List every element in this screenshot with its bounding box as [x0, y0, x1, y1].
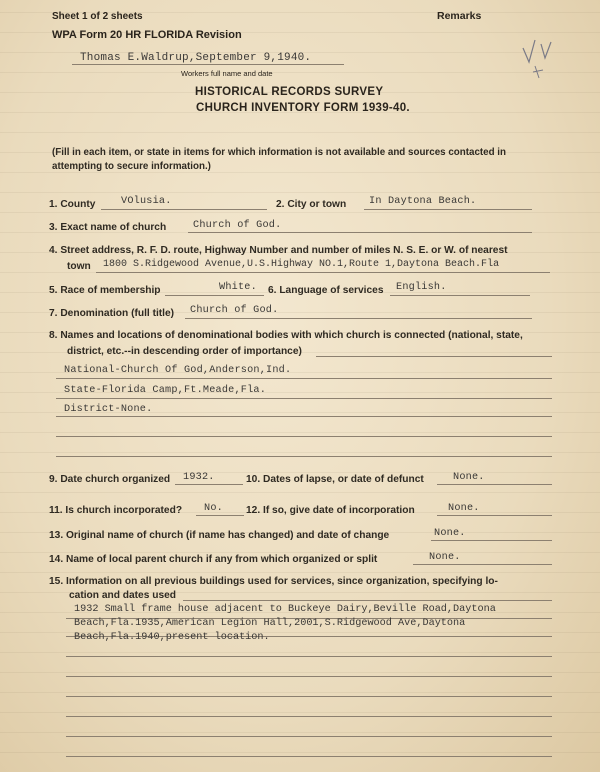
- item-11-line: [196, 515, 244, 516]
- item-15-line-0: [183, 600, 552, 601]
- item-9-line: [175, 484, 243, 485]
- item-8-value-national: National-Church Of God,Anderson,Ind.: [64, 365, 292, 376]
- remarks-check-marks: [521, 38, 561, 82]
- item-8-label-cont: district, etc.--in descending order of importance): [67, 346, 302, 357]
- item-8-line-0: [316, 356, 552, 357]
- item-2-value: In Daytona Beach.: [369, 196, 477, 207]
- item-15-line-5: [66, 696, 552, 697]
- item-1-value: VOlusia.: [121, 196, 172, 207]
- item-15-value-line-2: Beach,Fla.1935,American Legion Hall,2001,S.Ridgewood Ave,Daytona: [74, 618, 466, 629]
- item-14-value: None.: [429, 552, 461, 563]
- item-10-line: [437, 484, 552, 485]
- item-2-label: 2. City or town: [276, 199, 347, 210]
- item-4-label: 4. Street address, R. F. D. route, Highway Number and number of miles N. S. E. or W. of nearest: [49, 245, 508, 256]
- item-10-label: 10. Dates of lapse, or date of defunct: [246, 474, 424, 485]
- item-7-line: [185, 318, 532, 319]
- survey-title: HISTORICAL RECORDS SURVEY: [195, 86, 384, 98]
- item-3-label: 3. Exact name of church: [49, 222, 167, 233]
- item-15-value-line-1: 1932 Small frame house adjacent to Buckeye Dairy,Beville Road,Daytona: [74, 604, 496, 615]
- item-8-value-state: State-Florida Camp,Ft.Meade,Fla.: [64, 385, 267, 396]
- item-6-line: [390, 295, 530, 296]
- instructions-line-1: (Fill in each item, or state in items for which information is not available and sources contacted in: [52, 147, 507, 158]
- item-3-line: [188, 232, 532, 233]
- item-14-line: [413, 564, 552, 565]
- item-4-label-cont: town: [67, 261, 91, 272]
- form-title: CHURCH INVENTORY FORM 1939-40.: [196, 102, 410, 114]
- item-13-line: [431, 540, 552, 541]
- item-13-value: None.: [434, 528, 466, 539]
- item-15-line-8: [66, 756, 552, 757]
- instructions-line-2: attempting to secure information.): [52, 161, 211, 172]
- item-7-label: 7. Denomination (full title): [49, 308, 175, 319]
- item-8-line-5: [56, 456, 552, 457]
- item-8-value-district: District-None.: [64, 404, 153, 415]
- item-15-label-cont: cation and dates used: [69, 590, 176, 601]
- item-15-line-3: [66, 656, 552, 657]
- item-6-value: English.: [396, 282, 447, 293]
- item-8-line-4: [56, 436, 552, 437]
- item-15-line-4: [66, 676, 552, 677]
- worker-name-date: Thomas E.Waldrup,September 9,1940.: [80, 52, 312, 64]
- form-name: WPA Form 20 HR FLORIDA Revision: [52, 29, 242, 41]
- item-15-label: 15. Information on all previous buildings used for services, since organization, specifying lo-: [49, 576, 498, 587]
- item-5-label: 5. Race of membership: [49, 285, 161, 296]
- worker-caption: Workers full name and date: [181, 69, 273, 78]
- item-5-line: [165, 295, 264, 296]
- item-14-label: 14. Name of local parent church if any from which organized or split: [49, 554, 378, 565]
- item-15-line-6: [66, 716, 552, 717]
- item-2-line: [364, 209, 532, 210]
- item-12-line: [437, 515, 552, 516]
- item-4-value: 1800 S.Ridgewood Avenue,U.S.Highway NO.1,Route 1,Daytona Beach.Fla: [103, 259, 500, 270]
- item-6-label: 6. Language of services: [268, 285, 384, 296]
- item-3-value: Church of God.: [193, 220, 282, 231]
- item-8-line-2: [56, 398, 552, 399]
- item-5-value: White.: [219, 282, 257, 293]
- item-9-value: 1932.: [183, 472, 215, 483]
- item-1-line: [101, 209, 267, 210]
- sheet-number: Sheet 1 of 2 sheets: [52, 11, 143, 22]
- item-1-label: 1. County: [49, 199, 96, 210]
- item-10-value: None.: [453, 472, 485, 483]
- item-15-value-line-3: Beach,Fla.1940,present location.: [74, 632, 270, 643]
- item-4-line: [96, 272, 550, 273]
- item-15-line-7: [66, 736, 552, 737]
- item-13-label: 13. Original name of church (if name has changed) and date of change: [49, 530, 390, 541]
- remarks-heading: Remarks: [437, 10, 482, 22]
- item-11-label: 11. Is church incorporated?: [49, 505, 183, 516]
- item-8-line-3: [56, 416, 552, 417]
- item-12-label: 12. If so, give date of incorporation: [246, 505, 415, 516]
- item-8-label: 8. Names and locations of denominational bodies with which church is connected (national, state,: [49, 330, 523, 341]
- item-12-value: None.: [448, 503, 480, 514]
- item-8-line-1: [56, 378, 552, 379]
- item-7-value: Church of God.: [190, 305, 279, 316]
- item-9-label: 9. Date church organized: [49, 474, 171, 485]
- item-11-value: No.: [204, 503, 223, 514]
- worker-line: [72, 64, 344, 65]
